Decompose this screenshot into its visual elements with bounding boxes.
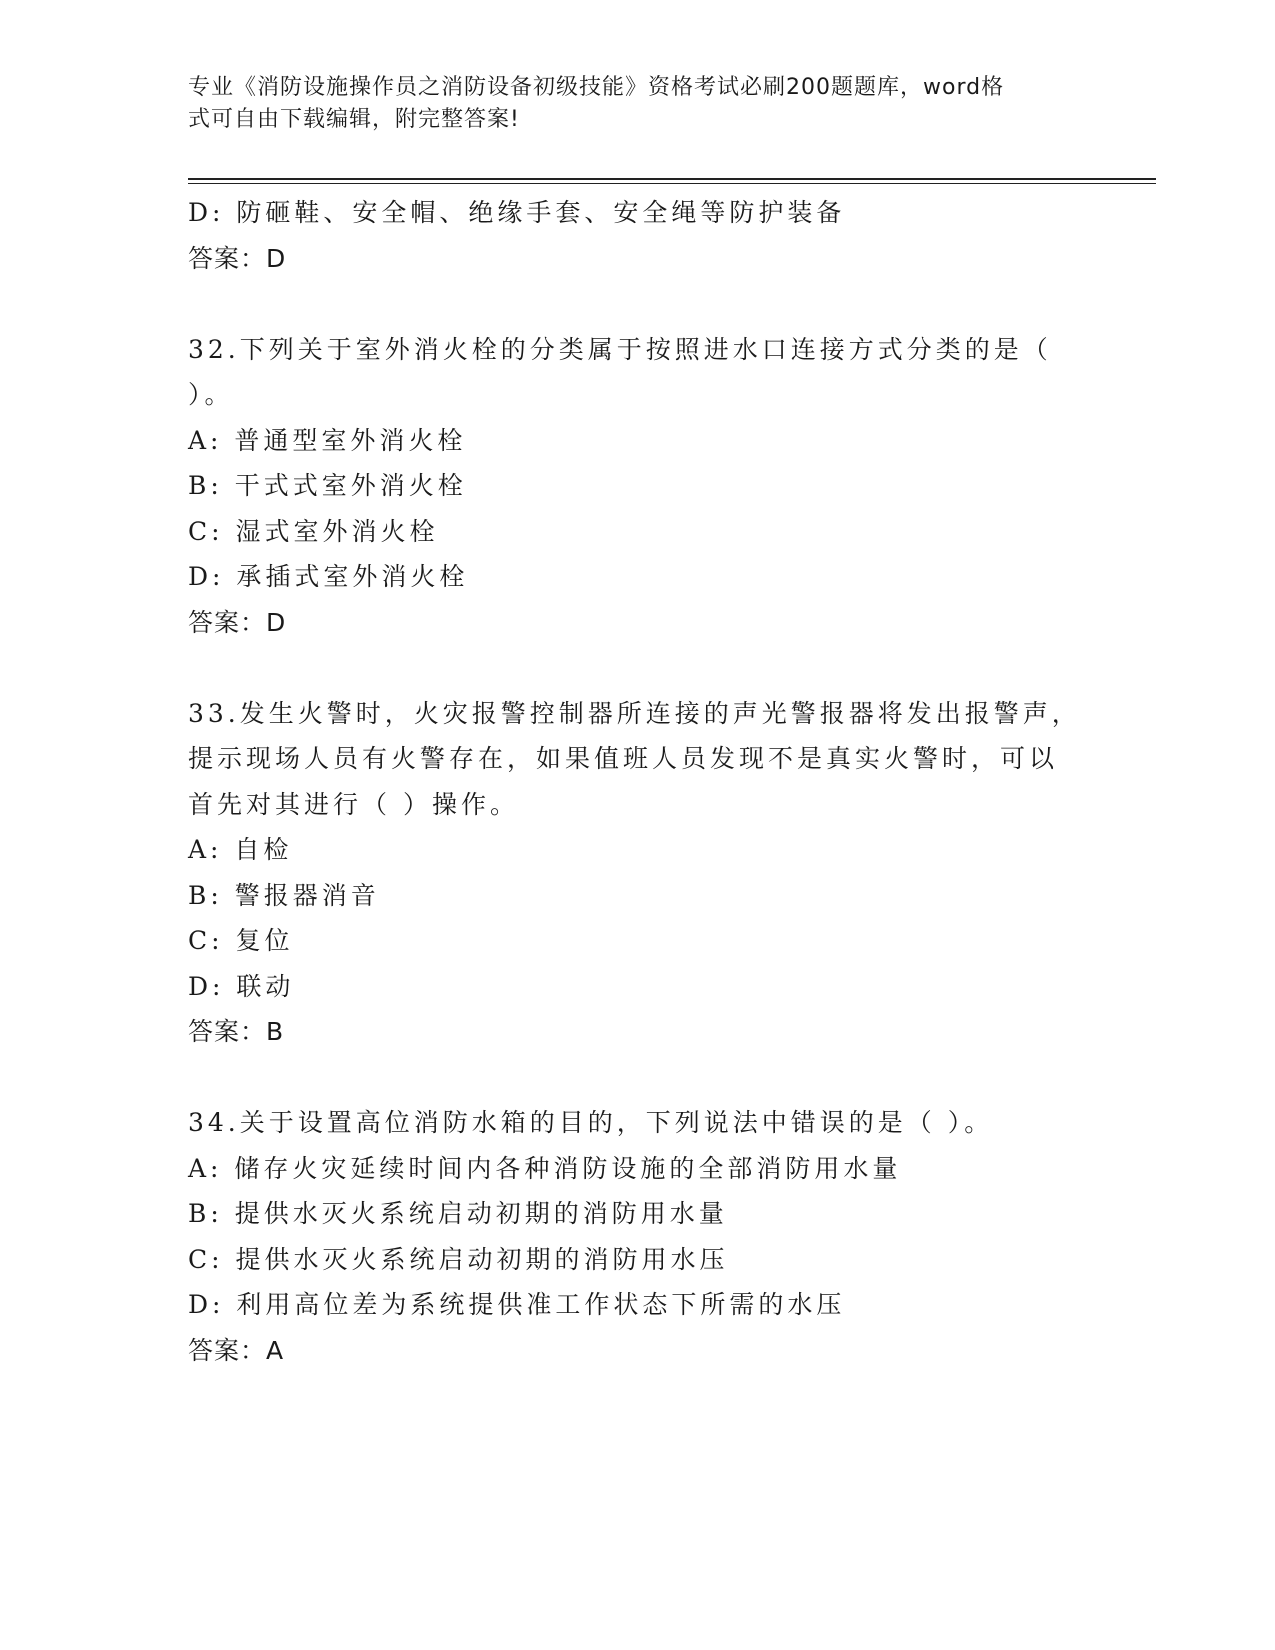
answer-line: 答案：B <box>188 1017 285 1046</box>
question-32 <box>188 327 1068 646</box>
option-d: D: 利用高位差为系统提供准工作状态下所需的水压 <box>188 1290 846 1319</box>
question-34 <box>188 1100 1068 1373</box>
document-header <box>188 72 1068 136</box>
spacer <box>188 645 1068 691</box>
prev-question-tail <box>188 190 1068 281</box>
question-stem-line: 34.关于设置高位消防水箱的目的，下列说法中错误的是（ ）。 <box>188 1108 994 1137</box>
answer-line: 答案：D <box>188 243 287 273</box>
option-d: D: 承插式室外消火栓 <box>188 562 469 591</box>
option-c: C: 湿式室外消火栓 <box>188 516 439 546</box>
header-rule-thick <box>188 178 1156 180</box>
question-stem-line: 32.下列关于室外消火栓的分类属于按照进水口连接方式分类的是（ <box>188 334 1052 364</box>
question-stem-line: ）。 <box>188 380 234 409</box>
spacer <box>188 281 1068 327</box>
header-rule-thin <box>188 183 1156 184</box>
option-d: D: 联动 <box>188 971 295 1001</box>
option-a: A: 储存火灾延续时间内各种消防设施的全部消防用水量 <box>188 1153 902 1183</box>
question-stem-line: 首先对其进行（ ）操作。 <box>188 789 519 819</box>
header-line-1: 专业《消防设施操作员之消防设备初级技能》资格考试必刷200题题库，word格 <box>188 75 1005 100</box>
option-b: B: 警报器消音 <box>188 880 380 910</box>
answer-line: 答案：D <box>188 607 287 637</box>
option-a: A: 自检 <box>188 835 293 864</box>
option-d: D: 防砸鞋、安全帽、绝缘手套、安全绳等防护装备 <box>188 198 846 227</box>
answer-line: 答案：A <box>188 1335 285 1365</box>
option-b: B: 干式式室外消火栓 <box>188 471 467 500</box>
option-c: C: 提供水灭火系统启动初期的消防用水压 <box>188 1244 729 1274</box>
question-content <box>188 190 1081 1373</box>
question-33 <box>188 691 1081 1055</box>
option-b: B: 提供水灭火系统启动初期的消防用水量 <box>188 1199 728 1228</box>
option-a: A: 普通型室外消火栓 <box>188 425 467 455</box>
option-c: C: 复位 <box>188 926 294 955</box>
spacer <box>188 1055 1068 1101</box>
header-line-2: 式可自由下载编辑，附完整答案! <box>188 107 520 132</box>
question-stem-line: 33.发生火警时，火灾报警控制器所连接的声光警报器将发出报警声， <box>188 698 1081 728</box>
question-stem-line: 提示现场人员有火警存在，如果值班人员发现不是真实火警时，可以 <box>188 744 1059 773</box>
